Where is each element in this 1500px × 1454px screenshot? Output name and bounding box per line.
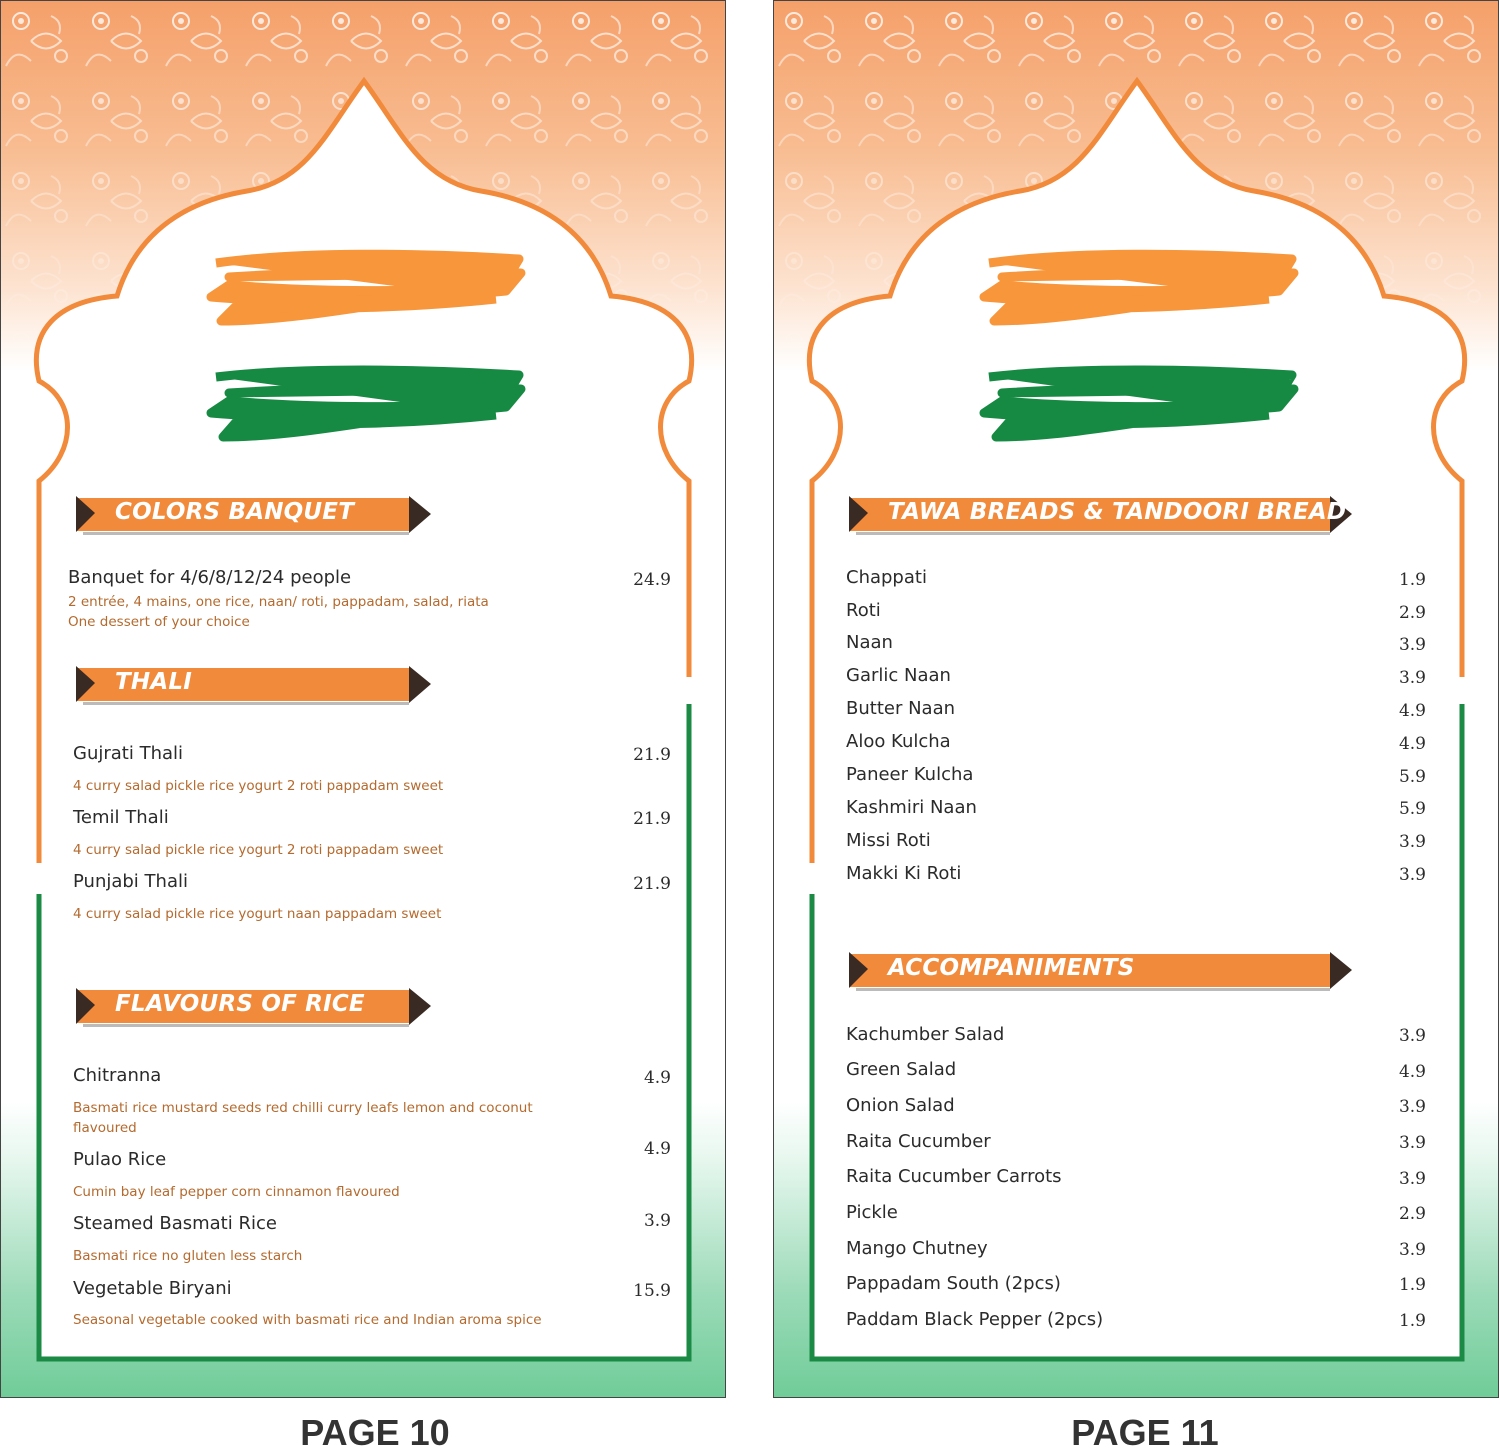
menu-item-desc: Basmati rice no gluten less starch (73, 1248, 303, 1264)
menu-item-price: 15.9 (633, 1281, 671, 1301)
menu-item-name: Makki Ki Roti (846, 863, 962, 884)
menu-item-name: Green Salad (846, 1059, 957, 1080)
menu-item-name: Steamed Basmati Rice (73, 1213, 277, 1234)
thali-heading: THALI (115, 669, 192, 695)
menu-item-price: 2.9 (1398, 603, 1426, 623)
section-banner-breads (846, 495, 1356, 533)
menu-item-name: Temil Thali (73, 807, 169, 828)
menu-item-name: Chitranna (73, 1065, 162, 1086)
menu-item-desc: Basmati rice mustard seeds red chilli curry leafs lemon and coconut flavoured (73, 1100, 533, 1136)
menu-item-name: Vegetable Biryani (73, 1278, 232, 1299)
menu-item-price: 4.9 (1398, 701, 1426, 721)
menu-item-price: 1.9 (1398, 1275, 1426, 1295)
menu-item-price: 3.9 (1398, 1133, 1426, 1153)
section-banner-rice (73, 987, 433, 1025)
menu-item-name: Raita Cucumber (846, 1131, 991, 1152)
menu-item-name: Roti (846, 600, 881, 621)
menu-page-10 (0, 0, 726, 1398)
page-11-label: PAGE 11 (1071, 1412, 1219, 1453)
menu-item-price: 3.9 (1398, 832, 1426, 852)
menu-item-name: Aloo Kulcha (846, 731, 951, 752)
menu-item-desc: 4 curry salad pickle rice yogurt 2 roti pappadam sweet (73, 778, 444, 794)
menu-item-name: Mango Chutney (846, 1238, 988, 1259)
breads-heading: TAWA BREADS & TANDOORI BREAD (888, 499, 1347, 525)
menu-item-name: Naan (846, 632, 893, 653)
page-10-label: PAGE 10 (300, 1412, 450, 1453)
menu-item-price: 3.9 (643, 1211, 671, 1231)
menu-item-desc: 4 curry salad pickle rice yogurt naan pappadam sweet (73, 906, 442, 922)
menu-item-name: Pickle (846, 1202, 898, 1223)
menu-item-name: Kachumber Salad (846, 1024, 1005, 1045)
menu-item-price: 2.9 (1398, 1204, 1426, 1224)
menu-item-name: Pappadam South (2pcs) (846, 1273, 1061, 1294)
menu-item-name: Chappati (846, 567, 927, 588)
menu-item-desc: 4 curry salad pickle rice yogurt 2 roti pappadam sweet (73, 842, 444, 858)
accompaniments-heading: ACCOMPANIMENTS (888, 955, 1135, 981)
menu-item-name: Pulao Rice (73, 1149, 167, 1170)
menu-item-desc: Seasonal vegetable cooked with basmati rice and Indian aroma spice (73, 1312, 542, 1328)
banquet-heading: COLORS BANQUET (115, 499, 355, 525)
section-banner-thali (73, 665, 433, 703)
menu-item-price: 5.9 (1398, 767, 1426, 787)
menu-item-price: 3.9 (1398, 1169, 1426, 1189)
menu-item-name: Raita Cucumber Carrots (846, 1166, 1062, 1187)
menu-item-price: 3.9 (1398, 865, 1426, 885)
menu-item-name: Kashmiri Naan (846, 797, 977, 818)
menu-item-price: 1.9 (1398, 570, 1426, 590)
banquet-item-name: Banquet for 4/6/8/12/24 people (68, 567, 352, 588)
menu-item-name: Punjabi Thali (73, 871, 188, 892)
menu-item-price: 3.9 (1398, 668, 1426, 688)
menu-item-price: 4.9 (1398, 734, 1426, 754)
menu-item-price: 1.9 (1398, 1311, 1426, 1331)
menu-item-price: 21.9 (633, 809, 671, 829)
menu-item-price: 3.9 (1398, 635, 1426, 655)
menu-item-name: Missi Roti (846, 830, 931, 851)
menu-item-price: 4.9 (1398, 1062, 1426, 1082)
menu-item-name: Gujrati Thali (73, 743, 184, 764)
menu-item-price: 3.9 (1398, 1240, 1426, 1260)
banquet-item-desc: 2 entrée, 4 mains, one rice, naan/ roti, pappadam, salad, riata (68, 594, 489, 610)
section-banner-accompaniments (846, 951, 1356, 989)
menu-item-name: Garlic Naan (846, 665, 951, 686)
section-banner-banquet (73, 495, 433, 533)
menu-item-price: 21.9 (633, 874, 671, 894)
menu-item-price: 4.9 (643, 1068, 671, 1088)
banquet-item-desc-2: One dessert of your choice (68, 614, 250, 630)
menu-page-11 (773, 0, 1499, 1398)
menu-item-price: 21.9 (633, 745, 671, 765)
menu-item-desc: Cumin bay leaf pepper corn cinnamon flavoured (73, 1184, 400, 1200)
menu-item-name: Paneer Kulcha (846, 764, 974, 785)
menu-item-price: 3.9 (1398, 1097, 1426, 1117)
rice-heading: FLAVOURS OF RICE (115, 991, 365, 1017)
menu-item-name: Paddam Black Pepper (2pcs) (846, 1309, 1104, 1330)
menu-item-price: 3.9 (1398, 1026, 1426, 1046)
menu-item-name: Onion Salad (846, 1095, 955, 1116)
menu-item-name: Butter Naan (846, 698, 956, 719)
menu-item-price: 5.9 (1398, 799, 1426, 819)
banquet-item-price: 24.9 (633, 570, 671, 590)
menu-item-price: 4.9 (643, 1139, 671, 1159)
